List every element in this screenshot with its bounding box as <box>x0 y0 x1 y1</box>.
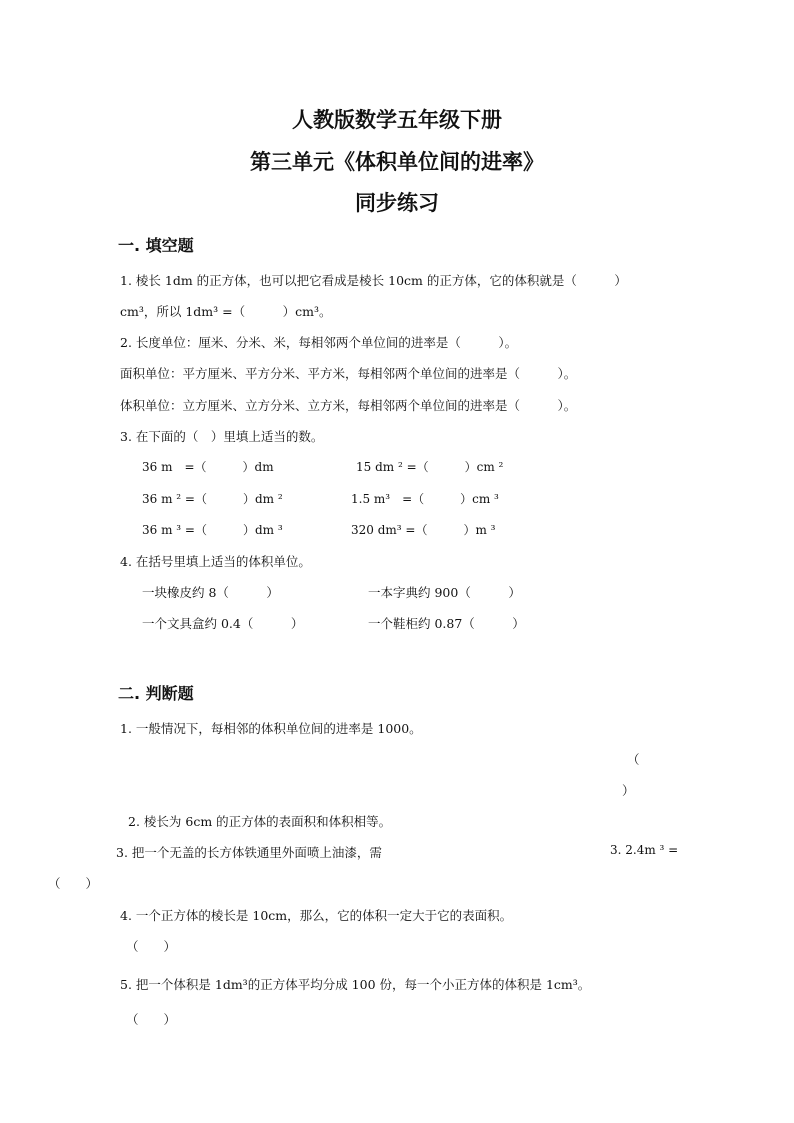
q4-item-1a: 一块橡皮约 8（ ） <box>142 585 279 600</box>
section-heading-true-false: 二. 判断题 <box>118 684 194 703</box>
question-4: 4. 在括号里填上适当的体积单位。 <box>120 554 311 569</box>
q3-item-1a: 36 m =（ ）dm <box>142 460 274 474</box>
question-1-line-1: 1. 棱长 1dm 的正方体，也可以把它看成是棱长 10cm 的正方体，它的体积就是（ ） <box>120 273 627 288</box>
tf-question-2: 2. 棱长为 6cm 的正方体的表面积和体积相等。 <box>128 814 392 829</box>
tf-question-3-fragment: 3. 2.4m ³ = <box>610 843 679 857</box>
q3-item-2a: 36 m ² =（ ）dm ² <box>142 492 283 506</box>
tf-question-1: 1. 一般情况下，每相邻的体积单位间的进率是 1000。 <box>120 721 422 736</box>
tf-question-5-paren: （ ） <box>126 1012 177 1027</box>
q3-item-2b: 1.5 m³ =（ ）cm ³ <box>351 492 499 506</box>
q4-item-2b: 一个鞋柜约 0.87（ ） <box>368 616 525 631</box>
question-2-line-1: 2. 长度单位：厘米、分米、米，每相邻两个单位间的进率是（ ）。 <box>120 335 518 350</box>
q3-item-3a: 36 m ³ =（ ）dm ³ <box>142 523 283 537</box>
tf-question-5: 5. 把一个体积是 1dm³的正方体平均分成 100 份，每一个小正方体的体积是 1cm³。 <box>120 977 591 992</box>
page-subtitle: 第三单元《体积单位间的进率》 <box>250 149 544 174</box>
page-title: 人教版数学五年级下册 <box>292 107 502 132</box>
tf-question-1-paren-open: （ <box>627 752 640 767</box>
question-1-line-2: cm³，所以 1dm³ =（ ）cm³。 <box>120 304 332 319</box>
question-3: 3. 在下面的（ ）里填上适当的数。 <box>120 429 324 444</box>
page-subtitle-practice: 同步练习 <box>355 190 439 215</box>
q3-item-1b: 15 dm ² =（ ）cm ² <box>356 460 504 474</box>
section-heading-fill-blank: 一. 填空题 <box>118 236 194 255</box>
q4-item-1b: 一本字典约 900（ ） <box>368 585 521 600</box>
question-2-line-3: 体积单位：立方厘米、立方分米、立方米，每相邻两个单位间的进率是（ ）。 <box>120 398 577 413</box>
q3-item-3b: 320 dm³ =（ ）m ³ <box>351 523 496 537</box>
tf-question-3-paren: （ ） <box>48 876 99 891</box>
tf-question-4-paren: （ ） <box>126 939 177 954</box>
tf-question-1-paren-close: ） <box>622 783 635 798</box>
tf-question-3: 3. 把一个无盖的长方体铁通里外面喷上油漆，需 <box>116 845 382 860</box>
question-2-line-2: 面积单位：平方厘米、平方分米、平方米，每相邻两个单位间的进率是（ ）。 <box>120 366 577 381</box>
q4-item-2a: 一个文具盒约 0.4（ ） <box>142 616 304 631</box>
tf-question-4: 4. 一个正方体的棱长是 10cm，那么，它的体积一定大于它的表面积。 <box>120 908 513 923</box>
